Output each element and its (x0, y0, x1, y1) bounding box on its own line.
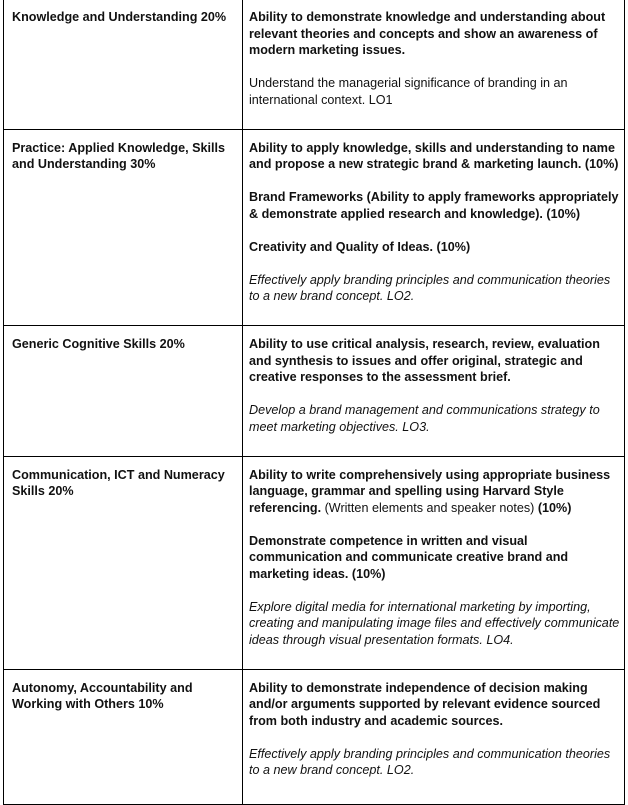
learning-outcome: Develop a brand management and communications strategy to meet marketing objectives. LO3. (249, 403, 600, 434)
rubric-row-autonomy (4, 669, 625, 804)
learning-outcome: Effectively apply branding principles and communication theories to a new brand concept. LO2. (249, 746, 611, 777)
criterion-cell (4, 669, 243, 804)
description-cell (243, 456, 625, 669)
criterion-label: Generic Cognitive Skills 20% (12, 337, 185, 351)
description-cell (243, 129, 625, 326)
description-cell (243, 669, 625, 804)
assessment-rubric-table (3, 0, 625, 805)
description-note-text: (Written elements and speaker notes) (321, 500, 538, 515)
learning-outcome: Understand the managerial significance of branding in an international context. LO1 (249, 76, 568, 107)
description-paragraph: Ability to apply knowledge, skills and understanding to name and propose a new strategic brand & marketing launch. (10%) (249, 140, 619, 171)
description-paragraph: Ability to demonstrate knowledge and understanding about relevant theories and concepts and show an awareness of modern marketing issues. (249, 10, 606, 57)
rubric-row-cognitive (4, 326, 625, 457)
description-paragraph: Creativity and Quality of Ideas. (10%) (249, 239, 471, 254)
description-cell (243, 0, 625, 129)
rubric-row-communication (4, 456, 625, 669)
criterion-cell (4, 0, 243, 129)
criterion-cell (4, 129, 243, 326)
description-paragraph: Brand Frameworks (Ability to apply frameworks appropriately & demonstrate applied research and knowledge). (10%) (249, 190, 619, 221)
criterion-label: Practice: Applied Knowledge, Skills and Understanding 30% (12, 140, 225, 171)
learning-outcome: Explore digital media for international marketing by importing, creating and manipulating image files and effectively communicate ideas through visual presentation formats. LO4. (249, 599, 620, 647)
description-bold-text: Ability to write comprehensively using appropriate business language, grammar and spelling using Harvard Style referencing. (249, 467, 611, 515)
description-paragraph: Ability to use critical analysis, research, review, evaluation and synthesis to issues and offer original, strategic and creative responses to the assessment brief. (249, 337, 600, 384)
criterion-label: Communication, ICT and Numeracy Skills 20% (12, 467, 225, 498)
learning-outcome: Effectively apply branding principles and communication theories to a new brand concept. LO2. (249, 272, 611, 303)
description-weight-text: (10%) (537, 500, 572, 515)
description-paragraph: Demonstrate competence in written and visual communication and communicate creative brand and marketing ideas. (10%) (249, 533, 569, 581)
criterion-label: Autonomy, Accountability and Working with Others 10% (12, 680, 193, 711)
rubric-row-practice (4, 129, 625, 326)
criterion-label: Knowledge and Understanding 20% (12, 10, 227, 24)
description-cell (243, 326, 625, 457)
description-paragraph (249, 467, 620, 517)
description-paragraph: Ability to demonstrate independence of decision making and/or arguments supported by relevant evidence sourced from both industry and academic sources. (249, 680, 601, 728)
rubric-row-knowledge (4, 0, 625, 129)
criterion-cell (4, 326, 243, 457)
criterion-cell (4, 456, 243, 669)
